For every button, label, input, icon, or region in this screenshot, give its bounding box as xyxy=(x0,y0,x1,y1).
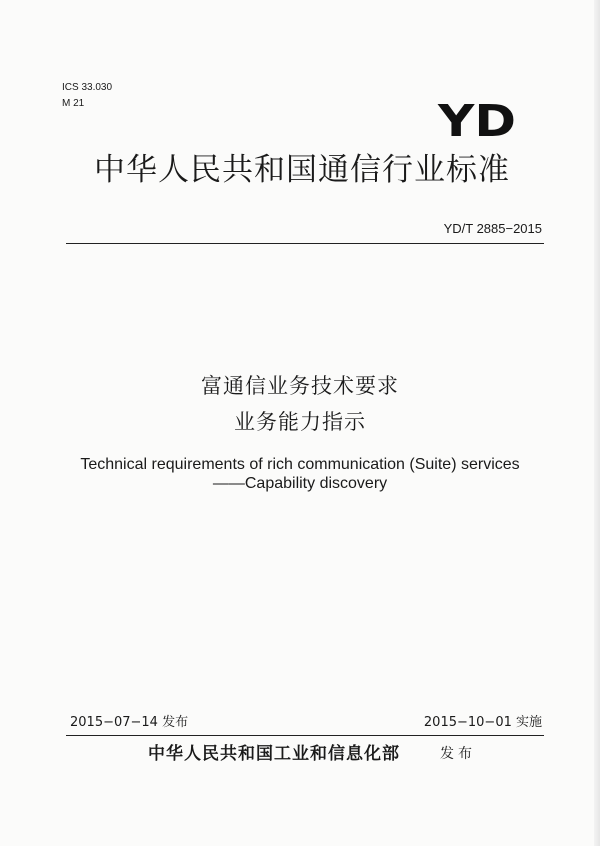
issuing-authority-suffix: 发布 xyxy=(440,746,476,762)
yd-logo-text: YD xyxy=(436,100,516,140)
ics-code: ICS 33.030 xyxy=(62,82,113,93)
document-subtitle-en: ——Capability discovery xyxy=(212,475,388,492)
ccs-code: M 21 xyxy=(62,98,85,109)
yd-logo xyxy=(435,100,520,140)
issuing-authority: 中华人民共和国工业和信息化部 xyxy=(148,744,400,764)
document-title-en: Technical requirements of rich communication (Suite) services xyxy=(80,456,520,473)
issue-date: 2015−07−14 发布 xyxy=(70,715,189,730)
header-divider xyxy=(66,243,544,244)
document-subtitle-cn: 业务能力指示 xyxy=(234,410,366,434)
document-title-cn: 富通信业务技术要求 xyxy=(201,374,399,398)
footer-divider xyxy=(66,735,544,736)
implementation-date: 2015−10−01 实施 xyxy=(423,715,542,730)
standard-number: YD/T 2885−2015 xyxy=(443,221,542,236)
standard-category-title: 中华人民共和国通信行业标准 xyxy=(94,152,510,188)
